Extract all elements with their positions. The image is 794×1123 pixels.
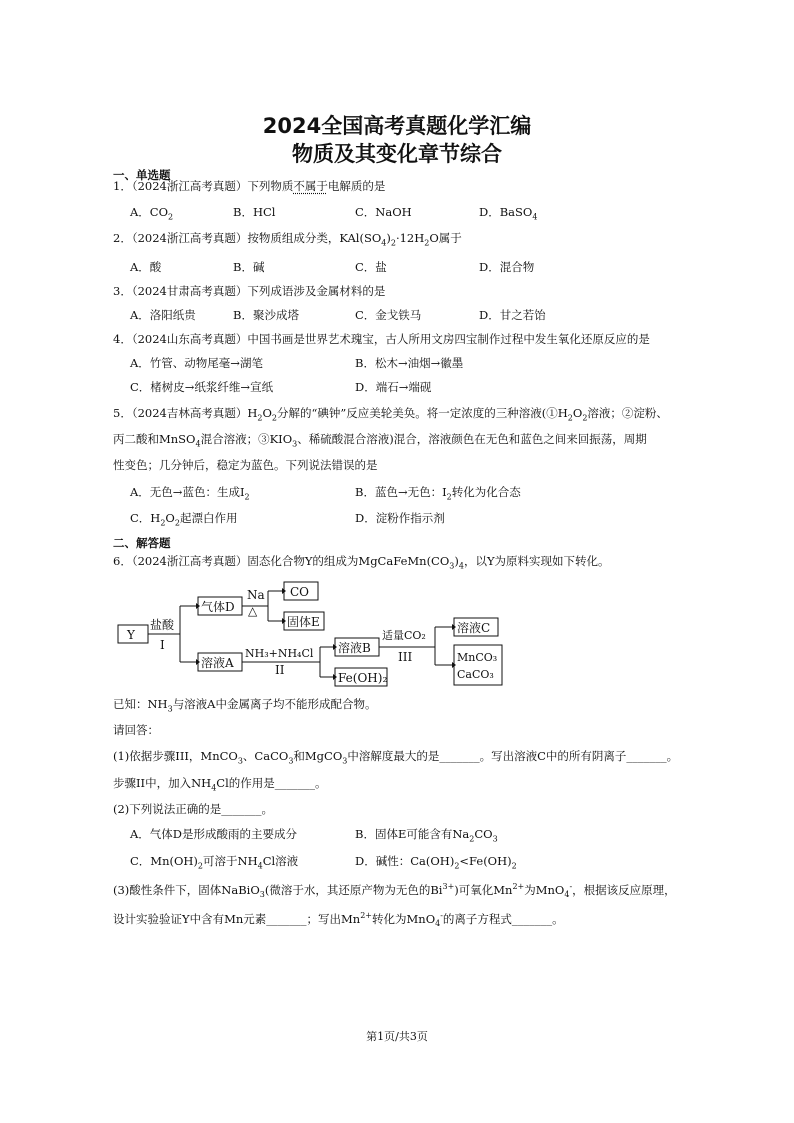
label-step2: II <box>275 663 285 677</box>
q1-option-c[interactable]: C．NaOH <box>355 205 412 219</box>
flow-diagram <box>110 575 530 695</box>
q6-part1-line2: 步骤II中，加入$NH_4Cl$的作用是_______。 <box>113 776 327 793</box>
q6-please: 请回答： <box>113 723 159 737</box>
q3-option-d[interactable]: D．甘之若饴 <box>479 308 546 322</box>
q2-stem: 2．（2024浙江高考真题）按物质组成分类，$KAl(SO_4)_2\cdot 12H_2O$属于 <box>113 231 462 248</box>
q1-option-d[interactable]: D．BaSO$_4$ <box>479 205 538 222</box>
q4-stem: 4．（2024山东高考真题）中国书画是世界艺术瑰宝，古人所用文房四宝制作过程中发生氧化还原反应的是 <box>113 332 650 346</box>
q6-part2-option-c[interactable]: C．$Mn(OH)_2$可溶于$NH_4Cl$溶液 <box>130 854 299 871</box>
q6-known: 已知：$NH_3$与溶液A中金属离子均不能形成配合物。 <box>113 697 377 714</box>
q6-part2-option-a[interactable]: A．气体D是形成酸雨的主要成分 <box>130 827 298 841</box>
q4-option-b[interactable]: B．松木→油烟→徽墨 <box>355 356 464 370</box>
q1-stem: 1．（2024浙江高考真题）下列物质不属于电解质的是 <box>113 179 386 193</box>
label-nh3: NH₃+NH₄Cl <box>245 647 314 660</box>
section-answer: 二、解答题 <box>113 536 171 550</box>
q6-part1-line1: (1)依据步骤III，MnCO$_3$、CaCO$_3$和MgCO$_3$中溶解度最大的是_______。写出溶液C中的所有阴离子_______。 <box>113 749 679 766</box>
label-step3: III <box>398 650 413 664</box>
title-main: 2024全国高考真题化学汇编 <box>262 114 532 138</box>
label-delta: △ <box>248 604 258 618</box>
label-solC: 溶液C <box>457 621 491 635</box>
q6-part2-option-d[interactable]: D．碱性：$Ca(OH)_2<Fe(OH)_2$ <box>355 854 517 871</box>
q3-option-a[interactable]: A．洛阳纸贵 <box>130 308 196 322</box>
title-sub: 物质及其变化章节综合 <box>292 142 502 166</box>
q2-option-c[interactable]: C．盐 <box>355 260 387 274</box>
label-gasD: 气体D <box>201 600 235 614</box>
label-caco3: CaCO₃ <box>457 668 494 681</box>
label-mnco3: MnCO₃ <box>457 651 498 664</box>
q3-stem: 3．（2024甘肃高考真题）下列成语涉及金属材料的是 <box>113 284 386 298</box>
q2-option-d[interactable]: D．混合物 <box>479 260 535 274</box>
label-solA: 溶液A <box>201 656 234 670</box>
label-hcl: 盐酸 <box>150 618 175 632</box>
q5-option-b[interactable]: B．蓝色→无色：$I_2$转化为化合态 <box>355 485 521 502</box>
label-step1: I <box>160 638 165 652</box>
q3-option-b[interactable]: B．聚沙成塔 <box>233 308 299 322</box>
q5-stem-line1: 5．（2024吉林高考真题）$H_2O_2$分解的“碘钟”反应美轮美奂。将一定浓度的三种溶液($①H_2O_2$溶液；②淀粉、 <box>113 406 668 423</box>
q6-part2-stem: (2)下列说法正确的是_______。 <box>113 802 274 816</box>
q2-option-b[interactable]: B．碱 <box>233 260 265 274</box>
label-Y: Y <box>127 628 135 642</box>
label-feoh: Fe(OH)₂ <box>338 671 388 685</box>
q2-option-a[interactable]: A．酸 <box>130 260 162 274</box>
q5-option-c[interactable]: C．$H_2O_2$起漂白作用 <box>130 511 238 528</box>
label-co2: 适量CO₂ <box>382 629 426 642</box>
label-CO: CO <box>290 585 310 599</box>
q6-part3-line1: (3)酸性条件下，固体NaBiO$_3$(微溶于水，其还原产物为无色的$Bi^{3+}$)可氧化$Mn^{2+}$为MnO$_4$-，根据该反应原理， <box>113 882 676 900</box>
q6-stem: 6．（2024浙江高考真题）固态化合物Y的组成为$MgCaFeMn(CO_3)_4$，以Y为原料实现如下转化。 <box>113 554 610 571</box>
q5-option-d[interactable]: D．淀粉作指示剂 <box>355 511 445 525</box>
section-single-choice: 一、单选题 <box>113 168 171 182</box>
q1-option-b[interactable]: B．HCl <box>233 205 276 219</box>
q4-option-a[interactable]: A．竹管、动物尾毫→湖笔 <box>130 356 263 370</box>
page-footer: 第1页/共3页 <box>366 1030 428 1043</box>
q3-option-c[interactable]: C．金戈铁马 <box>355 308 422 322</box>
label-solidE: 固体E <box>287 615 320 629</box>
q5-stem-line2: 丙二酸和MnSO$_4$混合溶液；$③KIO_3$、稀硫酸混合溶液)混合，溶液颜色在无色和蓝色之间来回振荡，周期 <box>113 432 647 449</box>
q6-part3-line2: 设计实验验证Y中含有Mn元素_______；写出$Mn^{2+}$转化为MnO$_4$-的离子方程式_______。 <box>113 911 564 929</box>
label-Na: Na <box>247 588 265 602</box>
q1-option-a[interactable]: A．$CO_2$ <box>130 205 174 222</box>
q4-option-c[interactable]: C．楮树皮→纸浆纤维→宣纸 <box>130 380 274 394</box>
q5-option-a[interactable]: A．无色→蓝色：生成$I_2$ <box>130 485 250 502</box>
q6-part2-option-b[interactable]: B．固体E可能含有$Na_2CO_3$ <box>355 827 498 844</box>
q5-stem-line3: 性变色；几分钟后，稳定为蓝色。下列说法错误的是 <box>113 458 378 472</box>
label-solB: 溶液B <box>338 641 371 655</box>
q4-option-d[interactable]: D．端石→端砚 <box>355 380 432 394</box>
